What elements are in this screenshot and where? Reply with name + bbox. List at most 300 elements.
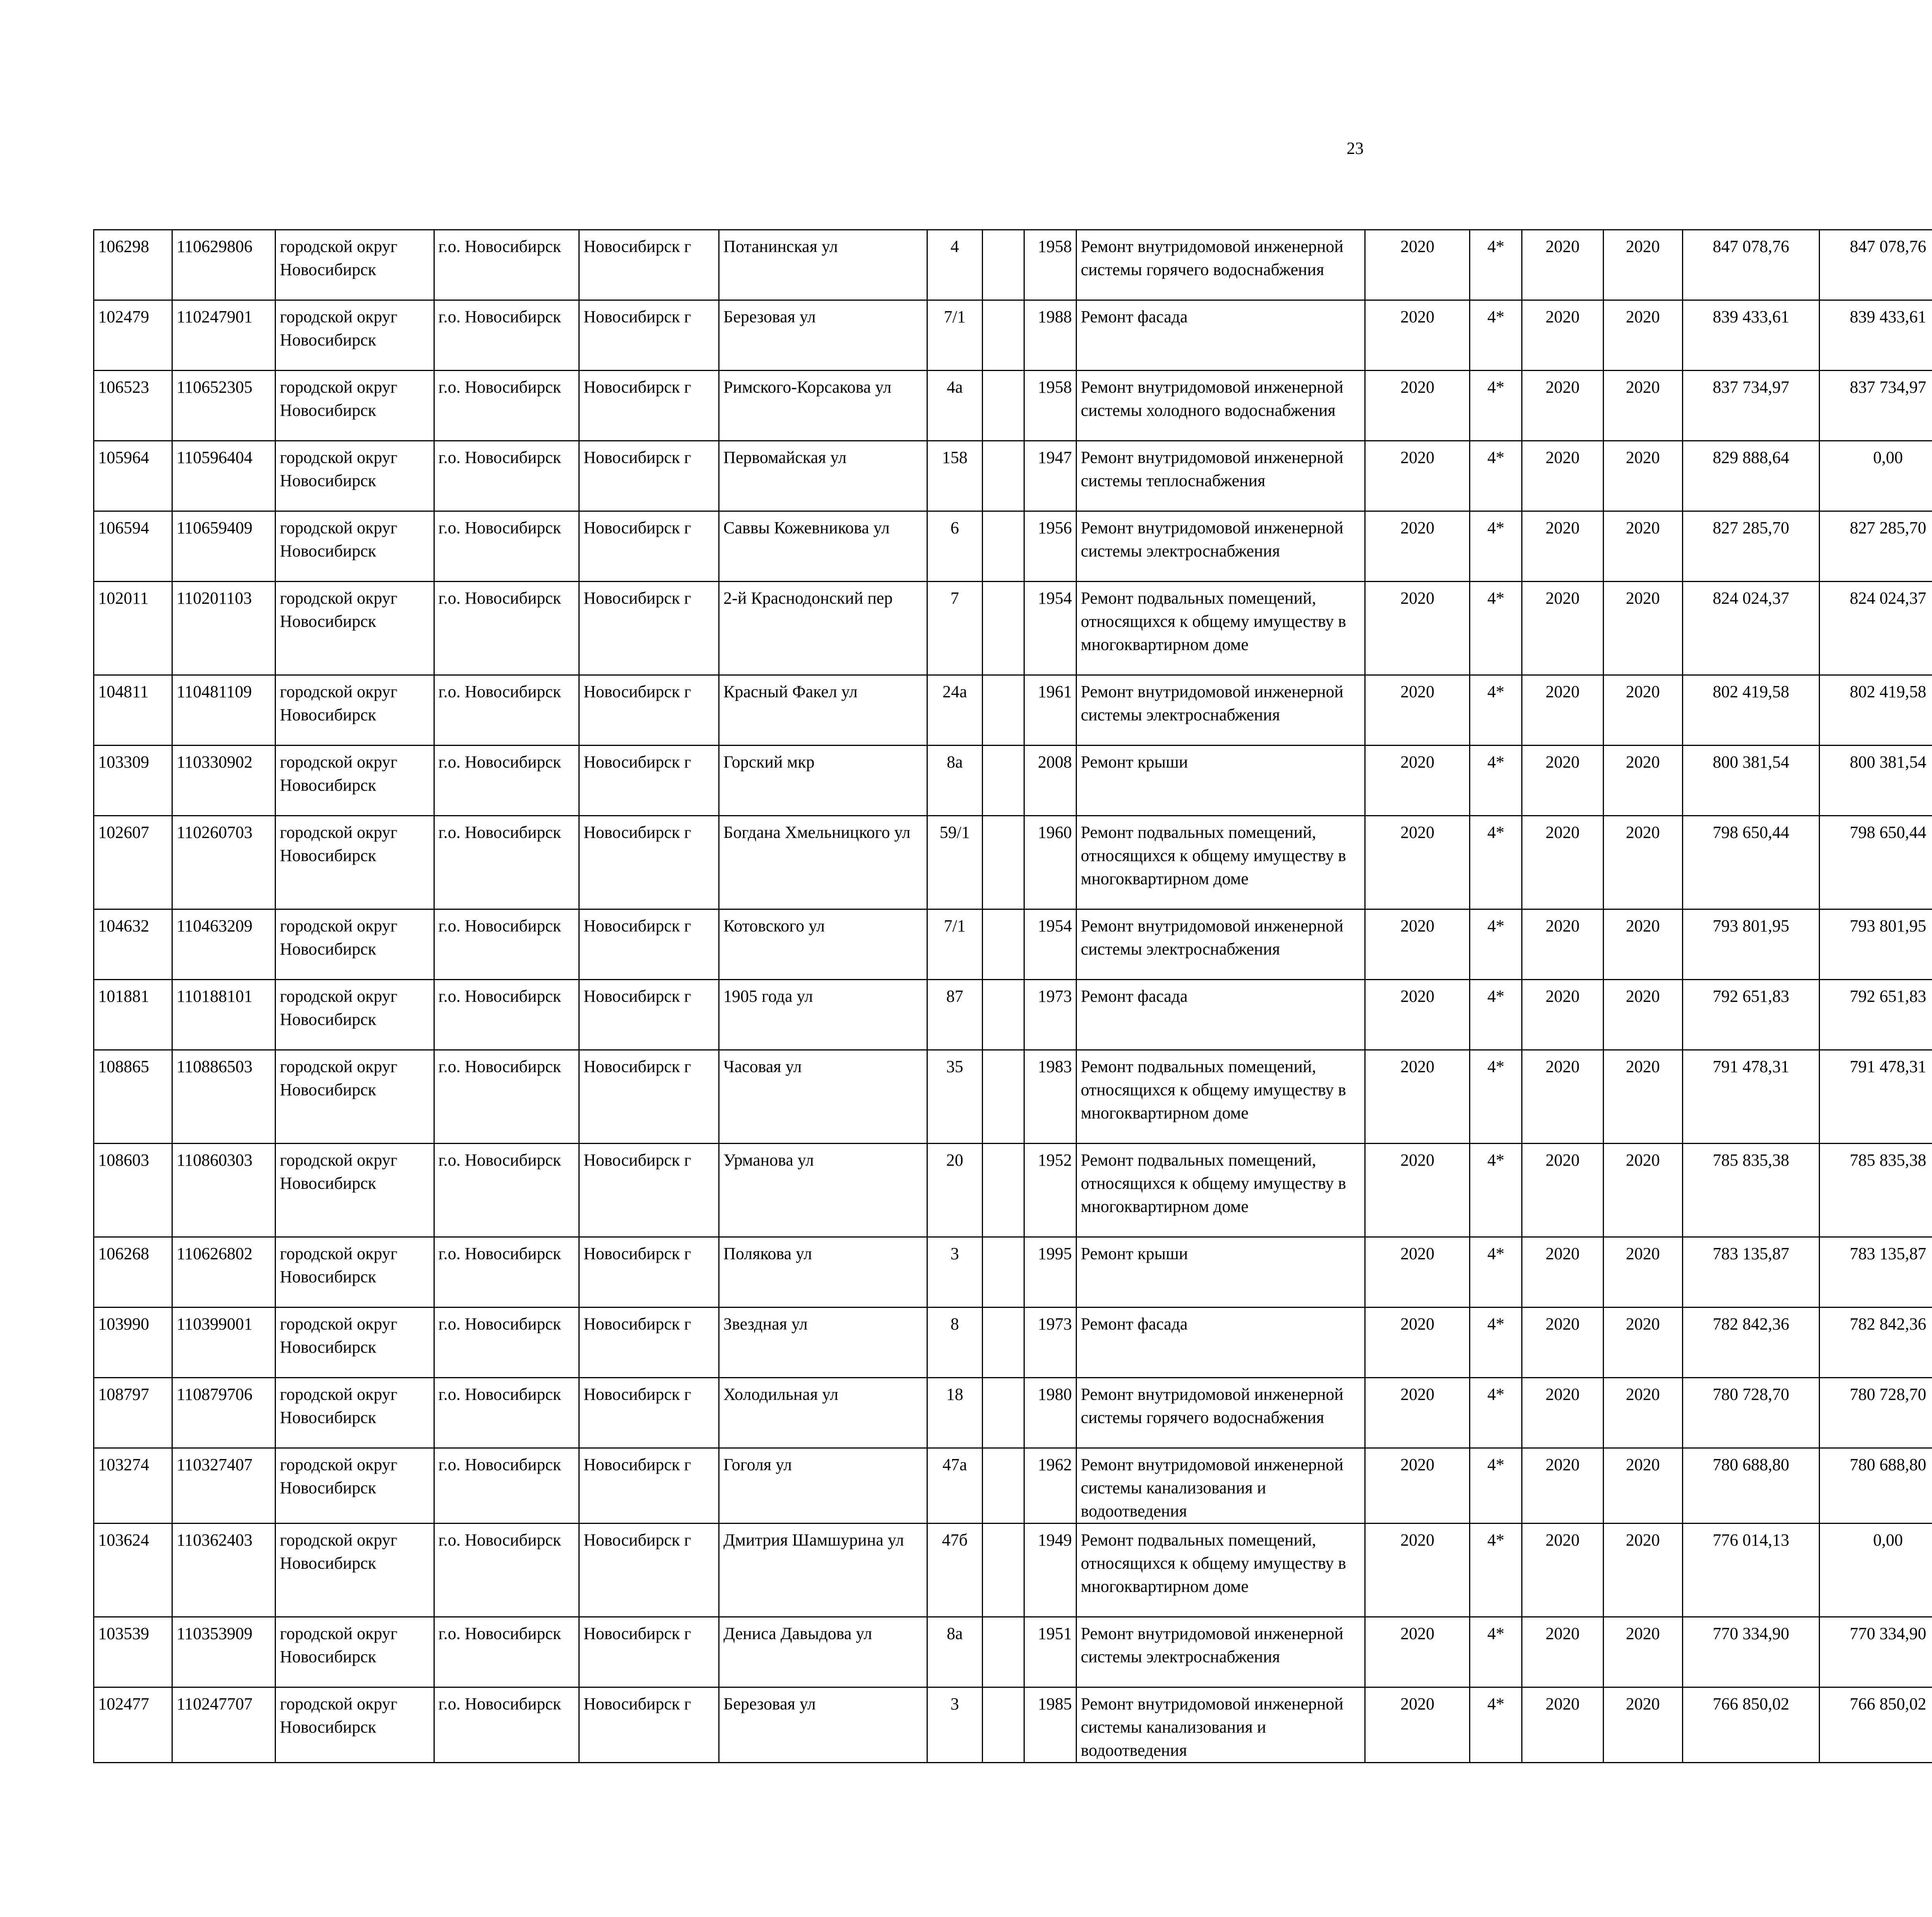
cell-build-year: 1947	[1024, 441, 1077, 511]
cell-plan-year: 2020	[1365, 675, 1470, 746]
cell-house-number: 7	[927, 582, 982, 675]
cell-start-year: 2020	[1522, 909, 1603, 980]
cell-municipal-district: городской округ Новосибирск	[276, 1050, 434, 1144]
cell-building	[982, 746, 1024, 816]
cell-category: 4*	[1470, 1144, 1522, 1237]
cell-locality: Новосибирск г	[579, 582, 719, 675]
cell-row-id: 106523	[94, 371, 172, 441]
cell-municipal-district: городской округ Новосибирск	[276, 980, 434, 1050]
cell-building	[982, 1050, 1024, 1144]
cell-build-year: 1954	[1024, 909, 1077, 980]
cell-end-year: 2020	[1603, 371, 1682, 441]
table-row	[94, 441, 1932, 511]
cell-building	[982, 980, 1024, 1050]
cell-municipality: г.о. Новосибирск	[434, 816, 579, 909]
cell-start-year: 2020	[1522, 1237, 1603, 1308]
cell-work-type: Ремонт фасада	[1076, 300, 1365, 371]
cell-row-id: 101881	[94, 980, 172, 1050]
cell-house-number: 47б	[927, 1524, 982, 1617]
cell-category: 4*	[1470, 1237, 1522, 1308]
cell-plan-year: 2020	[1365, 1144, 1470, 1237]
cell-category: 4*	[1470, 441, 1522, 511]
cell-object-code: 110463209	[172, 909, 276, 980]
cell-work-type: Ремонт подвальных помещений, относящихся к общему имуществу в многоквартирном доме	[1076, 1050, 1365, 1144]
cell-work-type: Ремонт крыши	[1076, 746, 1365, 816]
cell-street: Полякова ул	[719, 1237, 927, 1308]
cell-start-year: 2020	[1522, 300, 1603, 371]
cell-object-code: 110886503	[172, 1050, 276, 1144]
cell-start-year: 2020	[1522, 511, 1603, 582]
table-row	[94, 746, 1932, 816]
cell-house-number: 20	[927, 1144, 982, 1237]
cell-building	[982, 675, 1024, 746]
cell-locality: Новосибирск г	[579, 1378, 719, 1448]
cell-building	[982, 300, 1024, 371]
cell-row-id: 102011	[94, 582, 172, 675]
cell-street: Урманова ул	[719, 1144, 927, 1237]
cell-plan-year: 2020	[1365, 300, 1470, 371]
cell-municipality: г.о. Новосибирск	[434, 511, 579, 582]
cell-total-cost: 780 728,70	[1682, 1378, 1820, 1448]
cell-fund-cost: 791 478,31	[1820, 1050, 1932, 1144]
cell-municipality: г.о. Новосибирск	[434, 371, 579, 441]
cell-locality: Новосибирск г	[579, 816, 719, 909]
cell-locality: Новосибирск г	[579, 980, 719, 1050]
table-row	[94, 1237, 1932, 1308]
table-row	[94, 1050, 1932, 1144]
cell-locality: Новосибирск г	[579, 1144, 719, 1237]
cell-object-code: 110879706	[172, 1378, 276, 1448]
cell-object-code: 110659409	[172, 511, 276, 582]
cell-fund-cost: 847 078,76	[1820, 230, 1932, 300]
cell-end-year: 2020	[1603, 675, 1682, 746]
cell-fund-cost: 785 835,38	[1820, 1144, 1932, 1237]
cell-total-cost: 792 651,83	[1682, 980, 1820, 1050]
cell-locality: Новосибирск г	[579, 230, 719, 300]
cell-end-year: 2020	[1603, 441, 1682, 511]
cell-plan-year: 2020	[1365, 511, 1470, 582]
cell-object-code: 110247707	[172, 1687, 276, 1763]
table-row	[94, 511, 1932, 582]
cell-total-cost: 829 888,64	[1682, 441, 1820, 511]
cell-plan-year: 2020	[1365, 1617, 1470, 1687]
cell-total-cost: 798 650,44	[1682, 816, 1820, 909]
cell-row-id: 103990	[94, 1308, 172, 1378]
cell-fund-cost: 0,00	[1820, 1524, 1932, 1617]
cell-municipal-district: городской округ Новосибирск	[276, 816, 434, 909]
cell-municipality: г.о. Новосибирск	[434, 1308, 579, 1378]
cell-plan-year: 2020	[1365, 1237, 1470, 1308]
cell-house-number: 8а	[927, 746, 982, 816]
cell-locality: Новосибирск г	[579, 1050, 719, 1144]
cell-total-cost: 827 285,70	[1682, 511, 1820, 582]
cell-start-year: 2020	[1522, 980, 1603, 1050]
cell-municipality: г.о. Новосибирск	[434, 230, 579, 300]
table-row	[94, 1378, 1932, 1448]
cell-build-year: 1951	[1024, 1617, 1077, 1687]
repair-register-table	[93, 229, 1932, 1763]
cell-municipality: г.о. Новосибирск	[434, 980, 579, 1050]
cell-work-type: Ремонт внутридомовой инженерной системы электроснабжения	[1076, 675, 1365, 746]
cell-house-number: 4а	[927, 371, 982, 441]
cell-row-id: 103309	[94, 746, 172, 816]
table-row	[94, 909, 1932, 980]
cell-work-type: Ремонт внутридомовой инженерной системы горячего водоснабжения	[1076, 1378, 1365, 1448]
cell-fund-cost: 839 433,61	[1820, 300, 1932, 371]
cell-start-year: 2020	[1522, 1144, 1603, 1237]
cell-category: 4*	[1470, 300, 1522, 371]
cell-total-cost: 802 419,58	[1682, 675, 1820, 746]
cell-build-year: 1983	[1024, 1050, 1077, 1144]
cell-house-number: 8	[927, 1308, 982, 1378]
cell-municipality: г.о. Новосибирск	[434, 1378, 579, 1448]
cell-build-year: 1961	[1024, 675, 1077, 746]
cell-category: 4*	[1470, 746, 1522, 816]
cell-municipality: г.о. Новосибирск	[434, 1050, 579, 1144]
table-row	[94, 980, 1932, 1050]
cell-build-year: 1988	[1024, 300, 1077, 371]
cell-plan-year: 2020	[1365, 1378, 1470, 1448]
cell-end-year: 2020	[1603, 1050, 1682, 1144]
cell-row-id: 108865	[94, 1050, 172, 1144]
cell-total-cost: 770 334,90	[1682, 1617, 1820, 1687]
cell-work-type: Ремонт фасада	[1076, 980, 1365, 1050]
cell-work-type: Ремонт подвальных помещений, относящихся к общему имуществу в многоквартирном доме	[1076, 582, 1365, 675]
cell-house-number: 3	[927, 1687, 982, 1763]
cell-municipality: г.о. Новосибирск	[434, 582, 579, 675]
cell-fund-cost: 783 135,87	[1820, 1237, 1932, 1308]
cell-street: Звездная ул	[719, 1308, 927, 1378]
cell-fund-cost: 770 334,90	[1820, 1617, 1932, 1687]
cell-total-cost: 782 842,36	[1682, 1308, 1820, 1378]
cell-row-id: 102607	[94, 816, 172, 909]
cell-end-year: 2020	[1603, 980, 1682, 1050]
cell-plan-year: 2020	[1365, 1687, 1470, 1763]
cell-end-year: 2020	[1603, 746, 1682, 816]
cell-street: Дениса Давыдова ул	[719, 1617, 927, 1687]
cell-locality: Новосибирск г	[579, 1237, 719, 1308]
cell-build-year: 1949	[1024, 1524, 1077, 1617]
cell-start-year: 2020	[1522, 1687, 1603, 1763]
cell-end-year: 2020	[1603, 816, 1682, 909]
cell-category: 4*	[1470, 230, 1522, 300]
cell-municipality: г.о. Новосибирск	[434, 1144, 579, 1237]
table-row	[94, 675, 1932, 746]
cell-fund-cost: 766 850,02	[1820, 1687, 1932, 1763]
cell-end-year: 2020	[1603, 1378, 1682, 1448]
cell-building	[982, 511, 1024, 582]
cell-row-id: 106298	[94, 230, 172, 300]
cell-street: Часовая ул	[719, 1050, 927, 1144]
cell-house-number: 59/1	[927, 816, 982, 909]
cell-fund-cost: 793 801,95	[1820, 909, 1932, 980]
cell-house-number: 47а	[927, 1448, 982, 1524]
cell-work-type: Ремонт внутридомовой инженерной системы канализования и водоотведения	[1076, 1448, 1365, 1524]
cell-building	[982, 1308, 1024, 1378]
cell-fund-cost: 792 651,83	[1820, 980, 1932, 1050]
table-row	[94, 1448, 1932, 1524]
cell-total-cost: 837 734,97	[1682, 371, 1820, 441]
cell-category: 4*	[1470, 1524, 1522, 1617]
cell-start-year: 2020	[1522, 1378, 1603, 1448]
cell-street: Березовая ул	[719, 1687, 927, 1763]
cell-building	[982, 1448, 1024, 1524]
cell-municipal-district: городской округ Новосибирск	[276, 371, 434, 441]
cell-end-year: 2020	[1603, 1687, 1682, 1763]
cell-building	[982, 582, 1024, 675]
cell-object-code: 110481109	[172, 675, 276, 746]
cell-municipal-district: городской округ Новосибирск	[276, 1237, 434, 1308]
table-row	[94, 1308, 1932, 1378]
cell-plan-year: 2020	[1365, 230, 1470, 300]
cell-object-code: 110201103	[172, 582, 276, 675]
cell-locality: Новосибирск г	[579, 1617, 719, 1687]
table-row	[94, 1144, 1932, 1237]
cell-plan-year: 2020	[1365, 909, 1470, 980]
cell-work-type: Ремонт внутридомовой инженерной системы электроснабжения	[1076, 511, 1365, 582]
cell-start-year: 2020	[1522, 746, 1603, 816]
cell-locality: Новосибирск г	[579, 1308, 719, 1378]
cell-locality: Новосибирск г	[579, 371, 719, 441]
cell-municipal-district: городской округ Новосибирск	[276, 582, 434, 675]
cell-work-type: Ремонт внутридомовой инженерной системы электроснабжения	[1076, 909, 1365, 980]
cell-category: 4*	[1470, 1050, 1522, 1144]
cell-end-year: 2020	[1603, 1308, 1682, 1378]
cell-locality: Новосибирск г	[579, 511, 719, 582]
cell-object-code: 110860303	[172, 1144, 276, 1237]
cell-building	[982, 1524, 1024, 1617]
cell-object-code: 110353909	[172, 1617, 276, 1687]
cell-row-id: 106594	[94, 511, 172, 582]
cell-category: 4*	[1470, 1617, 1522, 1687]
cell-municipal-district: городской округ Новосибирск	[276, 1448, 434, 1524]
cell-object-code: 110629806	[172, 230, 276, 300]
cell-end-year: 2020	[1603, 582, 1682, 675]
cell-locality: Новосибирск г	[579, 1687, 719, 1763]
cell-start-year: 2020	[1522, 1448, 1603, 1524]
cell-plan-year: 2020	[1365, 371, 1470, 441]
cell-total-cost: 791 478,31	[1682, 1050, 1820, 1144]
cell-municipal-district: городской округ Новосибирск	[276, 1378, 434, 1448]
cell-row-id: 108603	[94, 1144, 172, 1237]
cell-street: Котовского ул	[719, 909, 927, 980]
cell-street: Березовая ул	[719, 300, 927, 371]
cell-total-cost: 839 433,61	[1682, 300, 1820, 371]
cell-start-year: 2020	[1522, 1050, 1603, 1144]
cell-municipality: г.о. Новосибирск	[434, 1448, 579, 1524]
cell-municipal-district: городской округ Новосибирск	[276, 746, 434, 816]
cell-end-year: 2020	[1603, 300, 1682, 371]
cell-plan-year: 2020	[1365, 1050, 1470, 1144]
cell-building	[982, 816, 1024, 909]
cell-street: Красный Факел ул	[719, 675, 927, 746]
cell-municipality: г.о. Новосибирск	[434, 909, 579, 980]
cell-object-code: 110260703	[172, 816, 276, 909]
cell-house-number: 7/1	[927, 300, 982, 371]
cell-house-number: 24а	[927, 675, 982, 746]
cell-house-number: 4	[927, 230, 982, 300]
cell-municipal-district: городской округ Новосибирск	[276, 230, 434, 300]
cell-municipality: г.о. Новосибирск	[434, 746, 579, 816]
cell-building	[982, 1144, 1024, 1237]
cell-fund-cost: 780 728,70	[1820, 1378, 1932, 1448]
cell-build-year: 1973	[1024, 980, 1077, 1050]
cell-fund-cost: 780 688,80	[1820, 1448, 1932, 1524]
cell-end-year: 2020	[1603, 909, 1682, 980]
cell-work-type: Ремонт фасада	[1076, 1308, 1365, 1378]
table-row	[94, 1524, 1932, 1617]
cell-build-year: 1995	[1024, 1237, 1077, 1308]
cell-house-number: 7/1	[927, 909, 982, 980]
cell-locality: Новосибирск г	[579, 300, 719, 371]
cell-start-year: 2020	[1522, 230, 1603, 300]
cell-street: Саввы Кожевникова ул	[719, 511, 927, 582]
cell-house-number: 35	[927, 1050, 982, 1144]
cell-build-year: 1985	[1024, 1687, 1077, 1763]
cell-row-id: 104811	[94, 675, 172, 746]
cell-locality: Новосибирск г	[579, 909, 719, 980]
cell-work-type: Ремонт внутридомовой инженерной системы холодного водоснабжения	[1076, 371, 1365, 441]
cell-plan-year: 2020	[1365, 441, 1470, 511]
cell-category: 4*	[1470, 909, 1522, 980]
cell-total-cost: 783 135,87	[1682, 1237, 1820, 1308]
cell-category: 4*	[1470, 1687, 1522, 1763]
cell-object-code: 110247901	[172, 300, 276, 371]
cell-build-year: 1954	[1024, 582, 1077, 675]
cell-object-code: 110188101	[172, 980, 276, 1050]
cell-category: 4*	[1470, 980, 1522, 1050]
cell-municipality: г.о. Новосибирск	[434, 1617, 579, 1687]
cell-object-code: 110596404	[172, 441, 276, 511]
cell-street: 2-й Краснодонский пер	[719, 582, 927, 675]
cell-work-type: Ремонт подвальных помещений, относящихся к общему имуществу в многоквартирном доме	[1076, 1144, 1365, 1237]
cell-total-cost: 800 381,54	[1682, 746, 1820, 816]
cell-fund-cost: 798 650,44	[1820, 816, 1932, 909]
cell-work-type: Ремонт внутридомовой инженерной системы теплоснабжения	[1076, 441, 1365, 511]
cell-street: Римского-Корсакова ул	[719, 371, 927, 441]
table-row	[94, 371, 1932, 441]
cell-plan-year: 2020	[1365, 980, 1470, 1050]
cell-municipal-district: городской округ Новосибирск	[276, 511, 434, 582]
cell-house-number: 158	[927, 441, 982, 511]
cell-street: Дмитрия Шамшурина ул	[719, 1524, 927, 1617]
cell-start-year: 2020	[1522, 675, 1603, 746]
cell-locality: Новосибирск г	[579, 1524, 719, 1617]
cell-municipal-district: городской округ Новосибирск	[276, 1524, 434, 1617]
cell-fund-cost: 837 734,97	[1820, 371, 1932, 441]
cell-row-id: 104632	[94, 909, 172, 980]
cell-row-id: 106268	[94, 1237, 172, 1308]
cell-work-type: Ремонт крыши	[1076, 1237, 1365, 1308]
cell-locality: Новосибирск г	[579, 1448, 719, 1524]
cell-start-year: 2020	[1522, 1308, 1603, 1378]
cell-work-type: Ремонт внутридомовой инженерной системы электроснабжения	[1076, 1617, 1365, 1687]
cell-house-number: 18	[927, 1378, 982, 1448]
cell-building	[982, 1237, 1024, 1308]
cell-locality: Новосибирск г	[579, 441, 719, 511]
cell-house-number: 8а	[927, 1617, 982, 1687]
cell-build-year: 2008	[1024, 746, 1077, 816]
cell-row-id: 108797	[94, 1378, 172, 1448]
cell-house-number: 3	[927, 1237, 982, 1308]
cell-build-year: 1962	[1024, 1448, 1077, 1524]
cell-start-year: 2020	[1522, 582, 1603, 675]
cell-street: Гоголя ул	[719, 1448, 927, 1524]
cell-total-cost: 793 801,95	[1682, 909, 1820, 980]
cell-end-year: 2020	[1603, 1617, 1682, 1687]
cell-start-year: 2020	[1522, 1617, 1603, 1687]
cell-fund-cost: 0,00	[1820, 441, 1932, 511]
cell-category: 4*	[1470, 582, 1522, 675]
cell-row-id: 105964	[94, 441, 172, 511]
cell-end-year: 2020	[1603, 1144, 1682, 1237]
table-row	[94, 816, 1932, 909]
cell-build-year: 1958	[1024, 371, 1077, 441]
cell-end-year: 2020	[1603, 230, 1682, 300]
cell-build-year: 1952	[1024, 1144, 1077, 1237]
cell-category: 4*	[1470, 816, 1522, 909]
cell-street: Горский мкр	[719, 746, 927, 816]
cell-locality: Новосибирск г	[579, 746, 719, 816]
cell-build-year: 1956	[1024, 511, 1077, 582]
cell-building	[982, 230, 1024, 300]
cell-municipality: г.о. Новосибирск	[434, 1524, 579, 1617]
cell-end-year: 2020	[1603, 1524, 1682, 1617]
cell-building	[982, 909, 1024, 980]
cell-street: Холодильная ул	[719, 1378, 927, 1448]
cell-municipal-district: городской округ Новосибирск	[276, 675, 434, 746]
cell-build-year: 1980	[1024, 1378, 1077, 1448]
cell-municipality: г.о. Новосибирск	[434, 441, 579, 511]
cell-fund-cost: 802 419,58	[1820, 675, 1932, 746]
cell-municipal-district: городской округ Новосибирск	[276, 1144, 434, 1237]
cell-fund-cost: 782 842,36	[1820, 1308, 1932, 1378]
cell-plan-year: 2020	[1365, 746, 1470, 816]
cell-row-id: 103624	[94, 1524, 172, 1617]
cell-work-type: Ремонт подвальных помещений, относящихся к общему имуществу в многоквартирном доме	[1076, 816, 1365, 909]
cell-plan-year: 2020	[1365, 1308, 1470, 1378]
cell-municipality: г.о. Новосибирск	[434, 675, 579, 746]
cell-street: Богдана Хмельницкого ул	[719, 816, 927, 909]
cell-object-code: 110362403	[172, 1524, 276, 1617]
cell-category: 4*	[1470, 371, 1522, 441]
table-row	[94, 300, 1932, 371]
cell-object-code: 110399001	[172, 1308, 276, 1378]
cell-end-year: 2020	[1603, 1448, 1682, 1524]
cell-start-year: 2020	[1522, 816, 1603, 909]
cell-plan-year: 2020	[1365, 1524, 1470, 1617]
cell-plan-year: 2020	[1365, 816, 1470, 909]
page-number: 23	[1347, 139, 1364, 158]
cell-row-id: 103274	[94, 1448, 172, 1524]
cell-work-type: Ремонт внутридомовой инженерной системы горячего водоснабжения	[1076, 230, 1365, 300]
table-row	[94, 1617, 1932, 1687]
cell-total-cost: 785 835,38	[1682, 1144, 1820, 1237]
cell-start-year: 2020	[1522, 441, 1603, 511]
cell-building	[982, 1378, 1024, 1448]
cell-end-year: 2020	[1603, 511, 1682, 582]
cell-municipal-district: городской округ Новосибирск	[276, 1308, 434, 1378]
cell-category: 4*	[1470, 1308, 1522, 1378]
cell-building	[982, 1617, 1024, 1687]
cell-object-code: 110330902	[172, 746, 276, 816]
cell-row-id: 102477	[94, 1687, 172, 1763]
cell-category: 4*	[1470, 1378, 1522, 1448]
cell-row-id: 103539	[94, 1617, 172, 1687]
cell-plan-year: 2020	[1365, 582, 1470, 675]
cell-house-number: 87	[927, 980, 982, 1050]
cell-row-id: 102479	[94, 300, 172, 371]
